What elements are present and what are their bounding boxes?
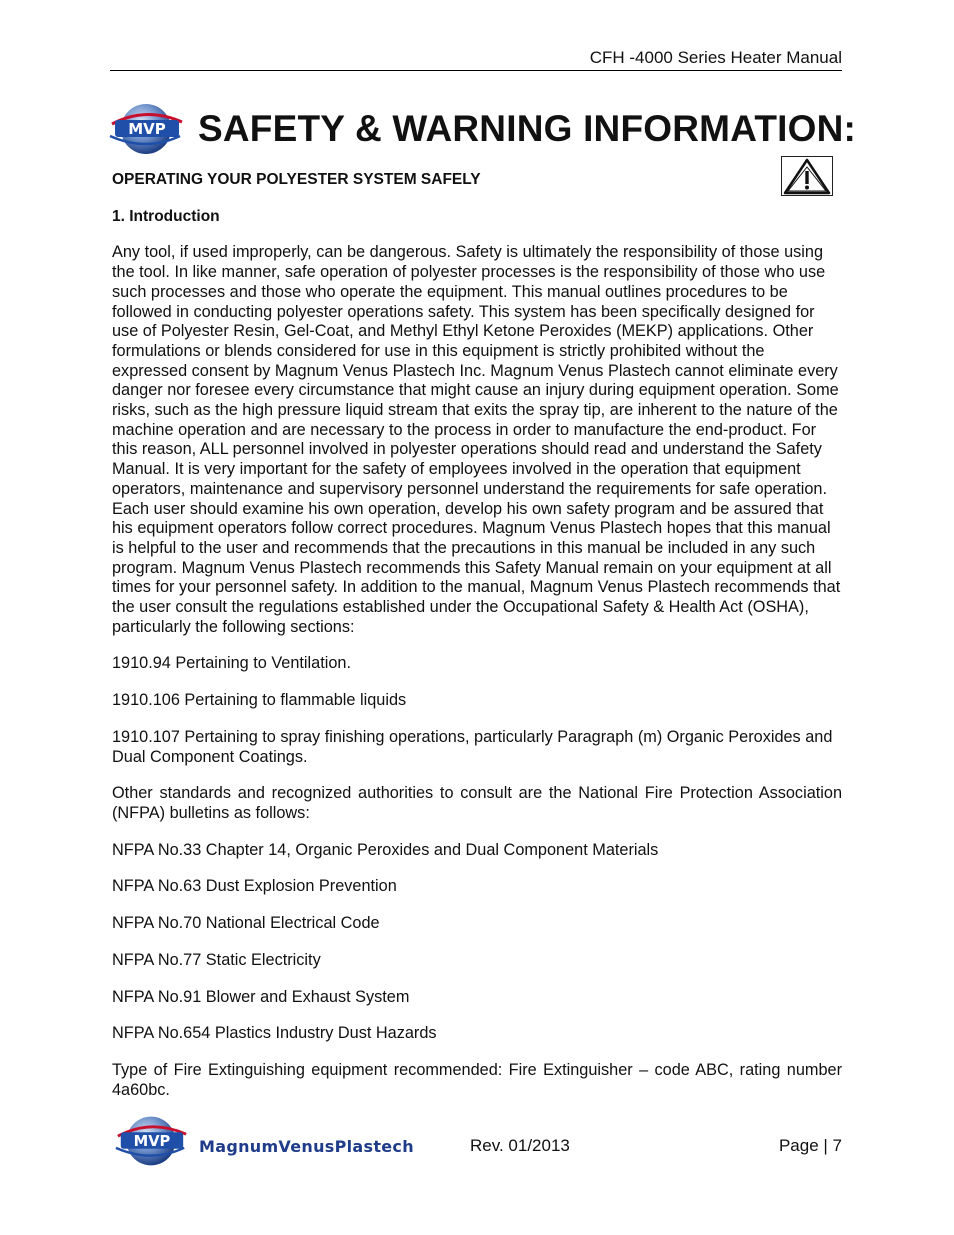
nfpa-item: NFPA No.63 Dust Explosion Prevention [112,877,397,896]
section-heading: OPERATING YOUR POLYESTER SYSTEM SAFELY [112,171,481,188]
nfpa-item: NFPA No.77 Static Electricity [112,950,321,969]
osha-item: 1910.94 Pertaining to Ventilation. [112,654,351,673]
safety-content [112,170,842,1117]
osha-item: 1910.106 Pertaining to flammable liquids [112,691,407,710]
osha-item: 1910.107 Pertaining to spray finishing operations, particularly Paragraph (m) Organic Peroxides and Dual Component Coatings. [112,727,833,766]
footer-logo-text: MVP [133,1132,171,1150]
mvp-logo-icon [106,102,186,156]
extinguisher-text: Type of Fire Extinguishing equipment recommended: Fire Extinguisher – code ABC, rating number 4a60bc. [112,1060,842,1099]
logo-text: MVP [128,120,166,138]
section-subheading: 1. Introduction [112,207,220,225]
footer-revision: Rev. 01/2013 [470,1136,570,1155]
footer-brand: MagnumVenusPlastech [199,1137,414,1156]
nfpa-intro: Other standards and recognized authorities to consult are the National Fire Protection Association (NFPA) bulletins as follows: [112,784,842,822]
nfpa-item: NFPA No.33 Chapter 14, Organic Peroxides and Dual Component Materials [112,840,659,859]
intro-paragraph: Any tool, if used improperly, can be dangerous. Safety is ultimately the responsibility of those using the tool. In like manner, safe operation of polyester processes is the responsibility of those who use such processes and those who operate the equipment. This manual outlines procedures to be followed in conducting polyester operations safety. This system has been specifically designed for use of Polyester Resin, Gel-Coat, and Methyl Ethyl Ketone Peroxides (MEKP) applications. Other formulations or blends considered for use in this equipment is strictly prohibited without the expressed consent by Magnum Venus Plastech Inc. Magnum Venus Plastech cannot eliminate every danger nor foresee every circumstance that might cause an injury during equipment operation. Some risks, such as the high pressure liquid stream that exits the spray tip, are inherent to the nature of the machine operation and are necessary to the process in order to manufacture the end-product. For this reason, ALL personnel involved in polyester operations should read and understand the Safety Manual. It is very important for the safety of employees involved in the operation that equipment operators, maintenance and supervisory personnel understand the requirements for safe operation. Each user should examine his own operation, develop his own safety program and be assured that his equipment operators follow correct procedures. Magnum Venus Plastech hopes that this manual is helpful to the user and recommends that the precautions in this manual be included in any such program. Magnum Venus Plastech recommends this Safety Manual remain on your equipment at all times for your personnel safety. In addition to the manual, Magnum Venus Plastech recommends that the user consult the regulations established under the Occupational Safety & Health Act (OSHA), particularly the following sections: [112,243,841,636]
footer-page-number: Page | 7 [778,1136,842,1155]
nfpa-item: NFPA No.70 National Electrical Code [112,914,380,933]
mvp-footer-logo-icon [112,1113,190,1169]
header-manual-title: CFH -4000 Series Heater Manual [589,48,842,67]
page-title: SAFETY & WARNING INFORMATION: [198,108,857,149]
header-divider [110,70,842,71]
nfpa-item: NFPA No.91 Blower and Exhaust System [112,987,410,1006]
nfpa-item: NFPA No.654 Plastics Industry Dust Hazards [112,1024,437,1043]
